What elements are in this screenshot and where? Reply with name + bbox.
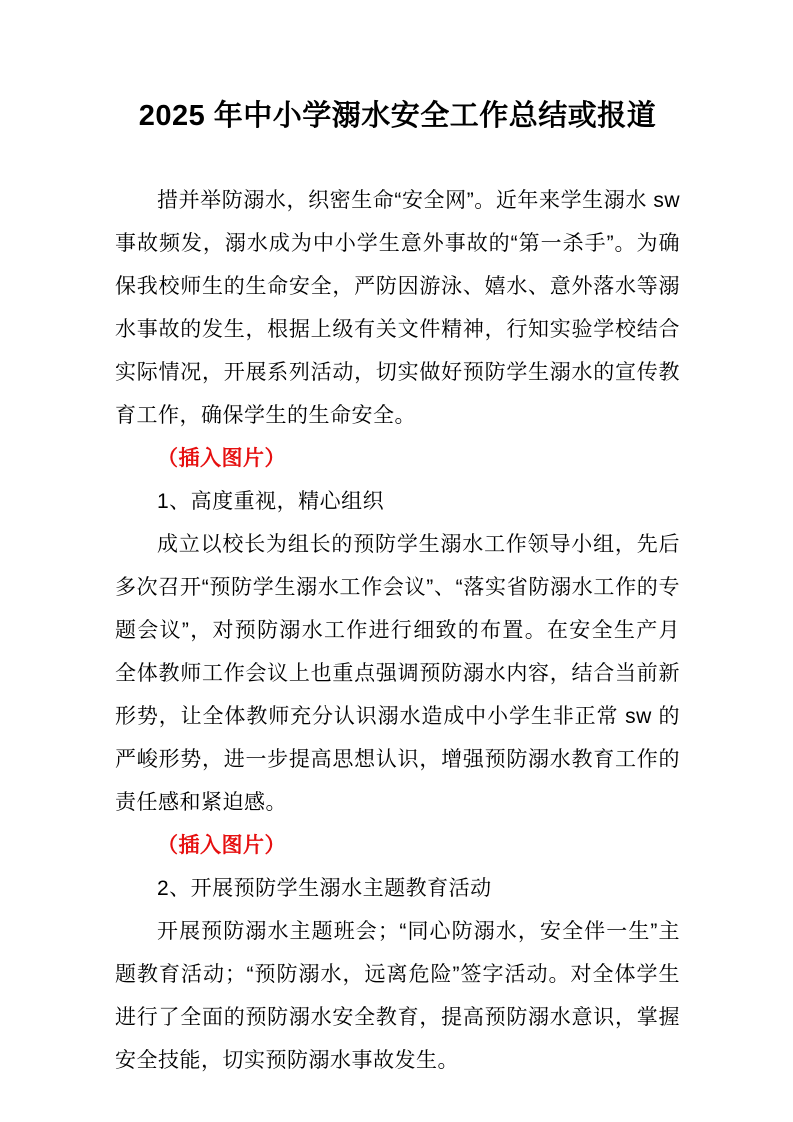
section-heading-2: 2、开展预防学生溺水主题教育活动 bbox=[157, 876, 492, 900]
paragraph-section-1: 成立以校长为组长的预防学生溺水工作领导小组，先后多次召开“预防学生溺水工作会议”、“落实省防溺水工作的专题会议”，对预防溺水工作进行细致的布置。在安全生产月全体教师工作会议上也重点强调预防溺水内容，结合当前新形势，让全体教师充分认识溺水造成中小学生非正常 sw 的严峻形势，进一步提高思想认识，增强预防溺水教育工作的责任感和紧迫感。 bbox=[115, 532, 680, 814]
paragraph-section-2: 开展预防溺水主题班会；“同心防溺水，安全伴一生”主题教育活动；“预防溺水，远离危险”签字活动。对全体学生进行了全面的预防溺水安全教育，提高预防溺水意识，掌握安全技能，切实预防溺水事故发生。 bbox=[115, 919, 680, 1072]
image-placeholder-note-1: （插入图片） bbox=[157, 446, 286, 470]
document-title: 2025 年中小学溺水安全工作总结或报道 bbox=[138, 100, 657, 132]
section-heading-1: 1、高度重视，精心组织 bbox=[157, 489, 385, 513]
paragraph-intro: 措并举防溺水，织密生命“安全网”。近年来学生溺水 sw 事故频发，溺水成为中小学生意外事故的“第一杀手”。为确保我校师生的生命安全，严防因游泳、嬉水、意外落水等溺水事故的发生，根据上级有关文件精神，行知实验学校结合实际情况，开展系列活动，切实做好预防学生溺水的宣传教育工作，确保学生的生命安全。 bbox=[115, 188, 680, 427]
image-placeholder-note-2: （插入图片） bbox=[157, 833, 286, 857]
